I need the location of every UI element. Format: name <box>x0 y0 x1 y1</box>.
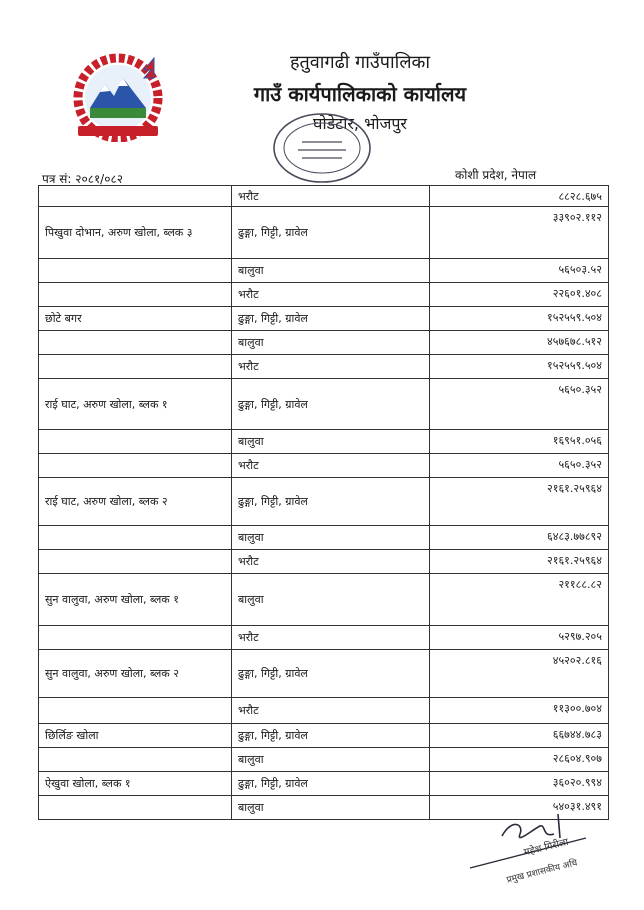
site-cell <box>39 550 232 574</box>
quantity-cell: ५६५०.३५२ <box>430 379 609 430</box>
quantity-cell: १५२५५९.५०४ <box>430 355 609 379</box>
table-row <box>39 186 609 207</box>
site-cell <box>39 283 232 307</box>
site-cell: ऐखुवा खोला, ब्लक १ <box>39 772 232 796</box>
table-row <box>39 698 609 724</box>
material-cell: भरौट <box>232 283 430 307</box>
quantity-cell: ३६०२०.९९४ <box>430 772 609 796</box>
quantity-cell: ११३००.७०४ <box>430 698 609 724</box>
table-row <box>39 574 609 626</box>
table-row <box>39 526 609 550</box>
material-cell: बालुवा <box>232 796 430 820</box>
quantity-cell: १५२५५९.५०४ <box>430 307 609 331</box>
site-cell <box>39 355 232 379</box>
site-cell <box>39 259 232 283</box>
material-cell: भरौट <box>232 186 430 207</box>
site-cell <box>39 331 232 355</box>
office-stamp <box>268 110 376 188</box>
emblem-banner <box>78 126 158 136</box>
municipality-name: हतुवागढी गाउँपालिका <box>289 52 431 73</box>
material-cell: ढुङ्गा, गिट्टी, ग्रावेल <box>232 772 430 796</box>
material-cell: ढुङ्गा, गिट्टी, ग्रावेल <box>232 650 430 698</box>
material-cell: बालुवा <box>232 259 430 283</box>
table-row <box>39 207 609 259</box>
quantity-cell: ५६५०.३५२ <box>430 454 609 478</box>
material-cell: बालुवा <box>232 526 430 550</box>
material-cell: बालुवा <box>232 748 430 772</box>
site-cell: सुन वालुवा, अरुण खोला, ब्लक १ <box>39 574 232 626</box>
material-cell: बालुवा <box>232 574 430 626</box>
site-cell: राई घाट, अरुण खोला, ब्लक २ <box>39 478 232 526</box>
site-cell <box>39 796 232 820</box>
material-cell: भरौट <box>232 454 430 478</box>
quantity-cell: ४५७६७८.५१२ <box>430 331 609 355</box>
material-cell: ढुङ्गा, गिट्टी, ग्रावेल <box>232 379 430 430</box>
signatory-name: महेश गिरीला <box>522 836 570 859</box>
table-row <box>39 307 609 331</box>
table-row <box>39 430 609 454</box>
site-cell <box>39 698 232 724</box>
table-row <box>39 454 609 478</box>
material-cell: भरौट <box>232 626 430 650</box>
table-row <box>39 650 609 698</box>
material-cell: बालुवा <box>232 331 430 355</box>
table-row <box>39 331 609 355</box>
material-cell: ढुङ्गा, गिट्टी, ग्रावेल <box>232 478 430 526</box>
quantity-cell: २८६०४.९०७ <box>430 748 609 772</box>
material-cell: बालुवा <box>232 430 430 454</box>
table-row <box>39 626 609 650</box>
table-row <box>39 283 609 307</box>
quantity-cell: २११८८.८२ <box>430 574 609 626</box>
material-cell: ढुङ्गा, गिट्टी, ग्रावेल <box>232 307 430 331</box>
site-cell <box>39 748 232 772</box>
site-cell <box>39 430 232 454</box>
site-cell <box>39 626 232 650</box>
material-cell: ढुङ्गा, गिट्टी, ग्रावेल <box>232 724 430 748</box>
quantity-cell: २२६०१.४०८ <box>430 283 609 307</box>
site-cell: सुन वालुवा, अरुण खोला, ब्लक २ <box>39 650 232 698</box>
office-name: गाउँ कार्यपालिकाको कार्यालय <box>253 82 467 106</box>
table-row <box>39 355 609 379</box>
material-cell: भरौट <box>232 550 430 574</box>
table-row <box>39 259 609 283</box>
table-row <box>39 748 609 772</box>
quantity-cell: २१६१.२५९६४ <box>430 550 609 574</box>
site-cell: छोटे बगर <box>39 307 232 331</box>
signatory-title: प्रमुख प्रशासकीय अधि <box>505 858 579 886</box>
extraction-quantity-table <box>38 185 609 820</box>
site-cell <box>39 186 232 207</box>
quantity-cell: २१६१.२५९६४ <box>430 478 609 526</box>
site-cell <box>39 526 232 550</box>
material-cell: ढुङ्गा, गिट्टी, ग्रावेल <box>232 207 430 259</box>
quantity-cell: ५४०३१.४९१ <box>430 796 609 820</box>
table-row <box>39 550 609 574</box>
quantity-cell: ३३९०२.११२ <box>430 207 609 259</box>
material-cell: भरौट <box>232 698 430 724</box>
quantity-cell: ८८२८.६७५ <box>430 186 609 207</box>
province-label: कोशी प्रदेश, नेपाल <box>455 168 537 182</box>
quantity-cell: ५२९७.२०५ <box>430 626 609 650</box>
office-address: घोडेटार, भोजपुर <box>313 114 407 133</box>
quantity-cell: ५६५०३.५२ <box>430 259 609 283</box>
site-cell <box>39 454 232 478</box>
table-row <box>39 724 609 748</box>
quantity-cell: ६४८३.७७८९२ <box>430 526 609 550</box>
site-cell: पिखुवा दोभान, अरुण खोला, ब्लक ३ <box>39 207 232 259</box>
table-row <box>39 772 609 796</box>
emblem-green-land <box>90 108 146 118</box>
material-cell: भरौट <box>232 355 430 379</box>
reference-number: पत्र सं: २०८१/०८२ <box>42 172 123 186</box>
quantity-cell: ४५२०२.८१६ <box>430 650 609 698</box>
quantity-cell: १६९५१.०५६ <box>430 430 609 454</box>
site-cell: राई घाट, अरुण खोला, ब्लक १ <box>39 379 232 430</box>
site-cell: छिर्लिङ खोला <box>39 724 232 748</box>
table-row <box>39 379 609 430</box>
table-row <box>39 478 609 526</box>
quantity-cell: ६६७४४.७८३ <box>430 724 609 748</box>
